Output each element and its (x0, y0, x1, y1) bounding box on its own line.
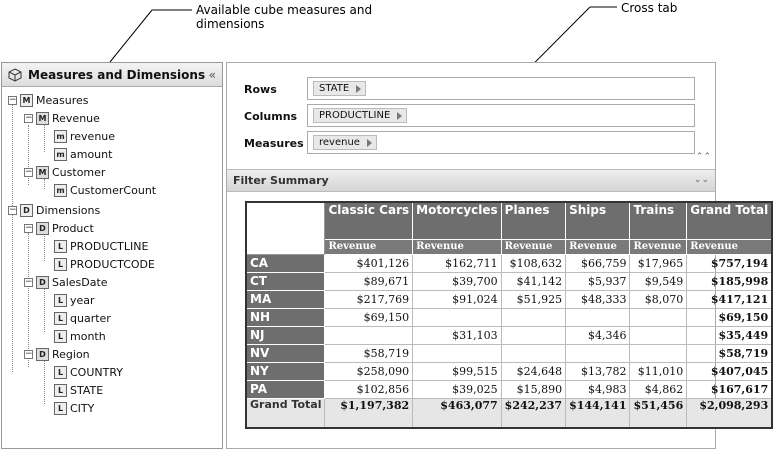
callout-cross-tab: Cross tab (621, 1, 678, 15)
value-cell (501, 308, 565, 326)
value-cell: $217,769 (325, 290, 413, 308)
row-total-cell: $69,150 (687, 308, 772, 326)
measure-header: Revenue (325, 239, 413, 254)
tree-node-country[interactable] (54, 364, 123, 380)
value-cell (630, 344, 687, 362)
value-cell: $11,010 (630, 362, 687, 380)
tree-node-region[interactable] (24, 346, 90, 362)
row-total-cell: $58,719 (687, 344, 772, 362)
callout-measures-dimensions: Available cube measures and dimensions (196, 3, 373, 31)
measure-header: Revenue (630, 239, 687, 254)
tree-label: Customer (52, 165, 106, 179)
measure-header: Revenue (413, 239, 502, 254)
tree-node-city[interactable] (54, 400, 94, 416)
measure-group-icon: M (36, 166, 49, 179)
measures-dimensions-panel (1, 62, 223, 449)
tree-node-customer[interactable] (24, 164, 105, 180)
value-cell: $401,126 (325, 254, 413, 272)
measures-drop-zone[interactable] (307, 131, 695, 154)
measure-icon: m (54, 148, 67, 161)
row-total-cell: $757,194 (687, 254, 772, 272)
tree-label: Region (52, 347, 90, 361)
value-cell: $39,700 (413, 272, 502, 290)
tree-label: quarter (70, 311, 111, 325)
expand-down-icon[interactable]: ⌄⌄ (693, 175, 709, 185)
tree-label: Product (52, 221, 94, 235)
grand-total-label: Grand Total (246, 398, 325, 428)
collapse-icon[interactable]: − (9, 204, 17, 215)
tree-label: Measures (36, 93, 89, 107)
value-cell: $99,515 (413, 362, 502, 380)
grand-total-cell: $144,141 (566, 398, 630, 428)
measure-header: Revenue (566, 239, 630, 254)
value-cell: $258,090 (325, 362, 413, 380)
value-cell: $58,719 (325, 344, 413, 362)
tree-label: CustomerCount (70, 183, 157, 197)
panel-title: Measures and Dimensions (28, 67, 206, 82)
tree-label: COUNTRY (70, 365, 123, 379)
column-header[interactable]: Grand Total (687, 202, 772, 239)
tree-label: PRODUCTLINE (70, 239, 149, 253)
tree-node-product[interactable] (24, 220, 94, 236)
tree-node-year[interactable] (54, 292, 95, 308)
column-header[interactable]: Classic Cars (325, 202, 413, 239)
tree-node-productcode[interactable] (54, 256, 155, 272)
level-icon: L (54, 402, 67, 415)
grand-total-cell: $1,197,382 (325, 398, 413, 428)
value-cell (413, 308, 502, 326)
cube-icon (8, 68, 22, 82)
collapse-icon[interactable]: − (25, 276, 33, 287)
level-icon: L (54, 384, 67, 397)
grand-total-cell: $242,237 (501, 398, 565, 428)
tree-label: STATE (70, 383, 104, 397)
grand-total-cell: $463,077 (413, 398, 502, 428)
measures-label: Measures (244, 136, 304, 150)
tree-node-revenue-measure[interactable] (54, 128, 115, 144)
column-header[interactable]: Trains (630, 202, 687, 239)
columns-chip-productline[interactable]: PRODUCTLINE (313, 108, 407, 123)
tree-node-amount[interactable] (54, 146, 112, 162)
measure-header: Revenue (687, 239, 772, 254)
value-cell: $8,070 (630, 290, 687, 308)
value-cell (566, 308, 630, 326)
row-header[interactable]: CA (246, 254, 325, 272)
collapse-panel-icon[interactable]: « (208, 67, 216, 82)
panel-header (2, 63, 222, 87)
columns-drop-zone[interactable] (307, 104, 695, 127)
column-header[interactable]: Planes (501, 202, 565, 239)
columns-label: Columns (244, 109, 298, 123)
table-row (246, 254, 772, 272)
tree-node-quarter[interactable] (54, 310, 111, 326)
rows-drop-zone[interactable] (307, 77, 695, 100)
dimensions-folder-icon: D (20, 204, 33, 217)
row-total-cell: $35,449 (687, 326, 772, 344)
value-cell: $4,862 (630, 380, 687, 398)
column-header[interactable]: Motorcycles (413, 202, 502, 239)
value-cell: $24,648 (501, 362, 565, 380)
table-row (246, 362, 772, 380)
tree-label: revenue (70, 129, 116, 143)
row-header[interactable]: MA (246, 290, 325, 308)
collapse-icon[interactable]: − (9, 94, 17, 105)
tree-node-month[interactable] (54, 328, 106, 344)
value-cell: $31,103 (413, 326, 502, 344)
tree-node-customer-count[interactable] (54, 182, 156, 198)
value-cell: $91,024 (413, 290, 502, 308)
dimension-icon: D (36, 276, 49, 289)
level-icon: L (54, 330, 67, 343)
value-cell: $108,632 (501, 254, 565, 272)
value-cell: $5,937 (566, 272, 630, 290)
level-icon: L (54, 294, 67, 307)
table-row (246, 380, 772, 398)
row-header[interactable]: NV (246, 344, 325, 362)
tree-node-salesdate[interactable] (24, 274, 108, 290)
measures-chip-revenue[interactable]: revenue (313, 135, 377, 150)
crosstab-table (245, 201, 773, 429)
collapse-icon[interactable]: − (25, 112, 33, 123)
collapse-icon[interactable]: − (25, 166, 33, 177)
rows-label: Rows (244, 82, 277, 96)
row-header[interactable]: NJ (246, 326, 325, 344)
value-cell: $89,671 (325, 272, 413, 290)
row-total-cell: $417,121 (687, 290, 772, 308)
table-row (246, 290, 772, 308)
value-cell: $4,346 (566, 326, 630, 344)
value-cell: $66,759 (566, 254, 630, 272)
row-header[interactable]: NY (246, 362, 325, 380)
value-cell (630, 326, 687, 344)
value-cell: $9,549 (630, 272, 687, 290)
table-row (246, 326, 772, 344)
filter-summary-bar[interactable] (227, 169, 715, 192)
value-cell (566, 344, 630, 362)
row-header[interactable]: CT (246, 272, 325, 290)
tree-node-state[interactable] (54, 382, 103, 398)
measure-icon: m (54, 130, 67, 143)
value-cell: $41,142 (501, 272, 565, 290)
tree-label: amount (70, 147, 113, 161)
table-row (246, 272, 772, 290)
value-cell: $51,925 (501, 290, 565, 308)
measure-group-icon: M (36, 112, 49, 125)
value-cell (325, 326, 413, 344)
tree-label: SalesDate (52, 275, 108, 289)
value-cell: $13,782 (566, 362, 630, 380)
rows-axis (244, 78, 306, 100)
level-icon: L (54, 366, 67, 379)
tree-label: CITY (70, 401, 95, 415)
grand-total-cell: $2,098,293 (687, 398, 772, 428)
crosstab-body (246, 254, 772, 398)
measure-icon: m (54, 184, 67, 197)
value-cell (501, 326, 565, 344)
tree-label: Dimensions (36, 203, 101, 217)
row-header[interactable]: NH (246, 308, 325, 326)
row-total-cell: $185,998 (687, 272, 772, 290)
tree-label: month (70, 329, 106, 343)
tree-label: year (70, 293, 95, 307)
row-header[interactable]: PA (246, 380, 325, 398)
measure-header-row (246, 239, 772, 254)
value-cell (630, 308, 687, 326)
level-icon: L (54, 258, 67, 271)
rows-chip-state[interactable]: STATE (313, 81, 366, 96)
value-cell: $15,890 (501, 380, 565, 398)
value-cell (501, 344, 565, 362)
tree-node-measures[interactable] (8, 92, 88, 108)
tree-node-revenue[interactable] (24, 110, 100, 126)
value-cell: $48,333 (566, 290, 630, 308)
level-icon: L (54, 240, 67, 253)
column-header-row (246, 202, 772, 239)
column-header[interactable]: Ships (566, 202, 630, 239)
tree-node-dimensions[interactable] (8, 202, 100, 218)
value-cell: $39,025 (413, 380, 502, 398)
tree-label: PRODUCTCODE (70, 257, 155, 271)
row-total-cell: $407,045 (687, 362, 772, 380)
expand-up-icon[interactable]: ⌃⌃ (695, 152, 711, 162)
row-total-cell: $167,617 (687, 380, 772, 398)
tree-label: Revenue (52, 111, 100, 125)
measures-axis (244, 132, 306, 154)
measures-folder-icon: M (20, 94, 33, 107)
value-cell: $162,711 (413, 254, 502, 272)
measure-header: Revenue (501, 239, 565, 254)
table-row (246, 308, 772, 326)
columns-axis (244, 105, 306, 127)
corner-cell (246, 202, 325, 254)
level-icon: L (54, 312, 67, 325)
value-cell: $102,856 (325, 380, 413, 398)
table-row (246, 344, 772, 362)
dimension-icon: D (36, 348, 49, 361)
collapse-icon[interactable]: − (25, 222, 33, 233)
value-cell: $17,965 (630, 254, 687, 272)
collapse-icon[interactable]: − (25, 348, 33, 359)
grand-total-row (246, 398, 772, 428)
value-cell (413, 344, 502, 362)
value-cell: $4,983 (566, 380, 630, 398)
tree-node-productline[interactable] (54, 238, 148, 254)
filter-summary-label: Filter Summary (233, 174, 329, 187)
value-cell: $69,150 (325, 308, 413, 326)
dimension-icon: D (36, 222, 49, 235)
grand-total-cell: $51,456 (630, 398, 687, 428)
